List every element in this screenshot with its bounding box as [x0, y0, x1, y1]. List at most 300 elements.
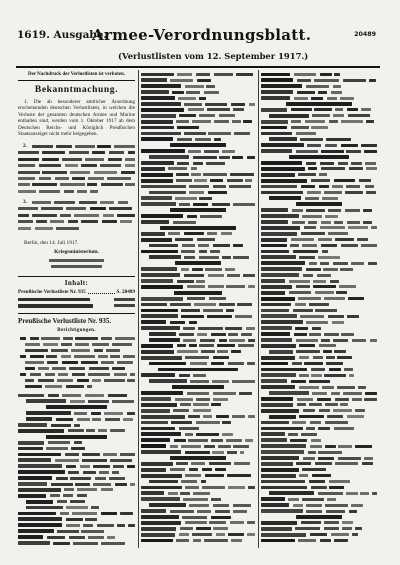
illegible-text-segment — [69, 367, 85, 370]
illegible-text-line — [261, 279, 377, 284]
illegible-text-segment — [36, 220, 46, 223]
illegible-text-segment — [325, 144, 337, 147]
illegible-text-segment — [233, 504, 251, 507]
illegible-text-line — [141, 515, 255, 520]
illegible-text-segment — [141, 214, 183, 218]
illegible-text-segment — [289, 291, 311, 294]
illegible-text-segment — [261, 344, 296, 348]
illegible-text-segment — [305, 197, 319, 200]
illegible-text-segment — [26, 399, 66, 403]
illegible-text-segment — [181, 445, 201, 448]
illegible-paragraph — [18, 144, 135, 196]
illegible-text-line — [141, 96, 255, 101]
illegible-text-line — [141, 214, 255, 219]
illegible-text-segment — [26, 417, 52, 421]
illegible-text-segment — [75, 145, 95, 148]
illegible-text-line — [261, 149, 377, 154]
illegible-text-segment — [311, 486, 327, 489]
illegible-text-segment — [18, 151, 39, 154]
illegible-text-line — [261, 338, 377, 343]
illegible-text-segment — [332, 321, 345, 324]
illegible-text-segment — [309, 333, 320, 336]
illegible-text-segment — [213, 185, 226, 188]
illegible-text-segment — [60, 214, 71, 217]
illegible-text-segment — [55, 459, 80, 462]
illegible-text-segment — [65, 164, 77, 167]
illegible-text-segment — [30, 373, 41, 376]
illegible-text-segment — [70, 400, 85, 403]
illegible-text-segment — [306, 268, 321, 271]
illegible-text-segment — [328, 315, 344, 318]
illegible-text-line — [141, 84, 255, 89]
illegible-text-segment — [141, 474, 182, 478]
illegible-text-line — [18, 393, 135, 398]
illegible-text-segment — [57, 500, 67, 503]
illegible-text-segment — [261, 438, 287, 442]
illegible-text-segment — [184, 132, 206, 135]
illegible-text-segment — [54, 201, 75, 204]
illegible-text-line — [261, 355, 377, 360]
illegible-text-segment — [228, 333, 237, 336]
illegible-text-segment — [331, 392, 340, 395]
illegible-text-segment — [212, 203, 230, 206]
illegible-text-line — [261, 467, 377, 472]
illegible-text-line — [141, 172, 255, 177]
illegible-text-segment — [141, 267, 177, 271]
illegible-text-segment — [261, 73, 290, 77]
illegible-text-segment — [86, 429, 95, 432]
illegible-text-segment — [18, 494, 46, 498]
illegible-text-segment — [261, 497, 285, 501]
illegible-text-segment — [309, 480, 326, 483]
illegible-text-segment — [299, 474, 308, 477]
illegible-text-segment — [247, 362, 255, 365]
illegible-text-segment — [261, 261, 305, 265]
illegible-text-segment — [230, 521, 244, 524]
illegible-text-segment — [352, 398, 362, 401]
illegible-text-segment — [107, 536, 114, 539]
illegible-text-segment — [209, 297, 226, 300]
illegible-text-line — [261, 379, 377, 384]
illegible-text-line — [261, 491, 377, 496]
illegible-text-segment — [293, 504, 303, 507]
illegible-text-segment — [303, 409, 316, 412]
illegible-text-segment — [199, 114, 215, 117]
illegible-text-segment — [193, 539, 201, 542]
illegible-text-segment — [310, 421, 321, 424]
illegible-text-line — [141, 220, 255, 225]
illegible-text-segment — [292, 421, 306, 424]
illegible-text-segment — [228, 533, 243, 536]
illegible-text-segment — [318, 256, 339, 259]
illegible-text-segment — [246, 327, 255, 330]
illegible-text-line — [141, 267, 255, 272]
illegible-text-segment — [141, 126, 174, 130]
illegible-text-segment — [372, 492, 377, 495]
illegible-text-segment — [170, 445, 179, 448]
illegible-text-segment — [66, 518, 83, 521]
illegible-text-line — [261, 538, 377, 543]
illegible-text-segment — [357, 238, 367, 241]
illegible-text-segment — [64, 488, 74, 491]
illegible-text-segment — [168, 492, 178, 495]
illegible-text-line — [261, 414, 377, 419]
illegible-text-line — [18, 487, 135, 492]
illegible-text-segment — [296, 515, 342, 519]
illegible-text-segment — [20, 355, 26, 359]
illegible-text-segment — [18, 441, 44, 445]
illegible-text-segment — [141, 114, 176, 118]
illegible-text-line — [18, 170, 135, 175]
illegible-text-segment — [74, 355, 95, 358]
illegible-text-segment — [313, 280, 326, 283]
illegible-text-segment — [172, 385, 224, 389]
illegible-text-line — [18, 446, 135, 451]
illegible-text-segment — [333, 114, 344, 117]
illegible-text-segment — [183, 339, 196, 342]
illegible-text-segment — [46, 435, 106, 439]
illegible-text-line — [18, 163, 135, 168]
illegible-text-segment — [296, 150, 318, 153]
illegible-text-segment — [74, 214, 99, 217]
illegible-text-segment — [187, 297, 205, 300]
illegible-text-segment — [292, 221, 305, 224]
illegible-text-segment — [335, 238, 355, 241]
illegible-text-segment — [211, 362, 224, 365]
illegible-text-segment — [56, 477, 68, 480]
illegible-text-segment — [334, 221, 343, 224]
illegible-text-segment — [193, 203, 208, 206]
illegible-text-segment — [60, 183, 85, 186]
illegible-text-segment — [62, 361, 78, 364]
illegible-text-segment — [141, 90, 169, 94]
illegible-text-segment — [18, 458, 51, 462]
illegible-text-segment — [330, 280, 340, 283]
illegible-text-line — [18, 348, 135, 353]
illegible-text-segment — [117, 524, 125, 527]
illegible-text-segment — [346, 150, 361, 153]
illegible-text-segment — [301, 185, 315, 188]
illegible-text-segment — [200, 215, 222, 218]
illegible-text-segment — [92, 418, 101, 421]
illegible-text-line — [141, 473, 255, 478]
illegible-text-segment — [306, 510, 322, 513]
illegible-text-segment — [370, 339, 377, 342]
illegible-text-segment — [173, 409, 189, 412]
illegible-text-segment — [141, 84, 181, 88]
illegible-text-segment — [108, 394, 127, 397]
illegible-text-segment — [53, 542, 70, 545]
illegible-text-line — [18, 476, 135, 481]
illegible-text-line — [141, 225, 255, 230]
illegible-text-segment — [261, 368, 307, 372]
illegible-text-line — [141, 426, 255, 431]
illegible-text-segment — [190, 380, 209, 383]
illegible-text-segment — [170, 303, 190, 306]
illegible-text-segment — [313, 356, 323, 359]
illegible-text-line — [141, 503, 255, 508]
announcement-paragraph-1: 1. Die ab besonderer amtlicher Anordnung erscheinenden deutschen Verlustlisten, in welchen die Verluste der gesamten deutschen Armee und Marine enthalten sind, werden vom 1. Oktober 1917 ab dem Deutschen Reichs- und Königlich Preußischen Staatsanzeiger nicht mehr beigegeben. — [18, 99, 135, 138]
illegible-text-segment — [57, 530, 79, 533]
illegible-text-segment — [183, 327, 195, 330]
illegible-text-segment — [32, 214, 57, 217]
illegible-text-segment — [100, 201, 114, 204]
illegible-text-segment — [308, 451, 316, 454]
illegible-text-segment — [342, 527, 352, 530]
illegible-text-segment — [319, 185, 329, 188]
illegible-text-segment — [333, 339, 348, 342]
illegible-text-segment — [41, 337, 60, 340]
illegible-text-segment — [112, 471, 119, 474]
illegible-text-line — [141, 438, 255, 443]
illegible-text-segment — [261, 533, 306, 537]
illegible-text-segment — [338, 162, 348, 165]
illegible-text-segment — [351, 162, 363, 165]
illegible-text-segment — [334, 350, 346, 353]
illegible-text-line — [141, 538, 255, 543]
illegible-text-segment — [352, 533, 359, 536]
illegible-text-line — [261, 155, 377, 160]
illegible-text-segment — [69, 151, 89, 154]
illegible-text-segment — [141, 397, 171, 401]
illegible-text-segment — [141, 309, 178, 313]
illegible-text-segment — [331, 91, 342, 94]
illegible-text-segment — [141, 202, 176, 206]
illegible-text-line — [261, 161, 377, 166]
illegible-text-segment — [332, 185, 344, 188]
illegible-text-segment — [75, 337, 97, 340]
illegible-text-segment — [170, 208, 227, 212]
illegible-text-segment — [208, 132, 230, 135]
illegible-text-segment — [298, 173, 316, 176]
illegible-text-segment — [237, 303, 252, 306]
illegible-text-segment — [130, 373, 135, 376]
illegible-text-segment — [298, 539, 316, 542]
illegible-text-segment — [63, 337, 73, 340]
illegible-text-line — [18, 342, 135, 347]
illegible-text-segment — [26, 500, 53, 504]
illegible-text-segment — [18, 476, 52, 480]
illegible-text-segment — [318, 238, 332, 241]
illegible-text-segment — [298, 297, 320, 300]
illegible-text-segment — [199, 256, 219, 259]
illegible-text-segment — [207, 232, 217, 235]
illegible-text-segment — [193, 409, 212, 412]
illegible-text-line — [141, 526, 255, 531]
illegible-text-line — [141, 78, 255, 83]
illegible-text-segment — [103, 453, 117, 456]
illegible-text-segment — [94, 171, 117, 174]
illegible-text-segment — [326, 138, 351, 141]
illegible-text-segment — [310, 533, 328, 536]
illegible-text-line — [261, 214, 377, 219]
illegible-text-segment — [295, 527, 320, 530]
illegible-text-line — [18, 517, 135, 522]
illegible-text-segment — [334, 539, 348, 542]
illegible-text-segment — [38, 367, 49, 370]
illegible-text-segment — [18, 447, 43, 451]
illegible-text-segment — [109, 477, 125, 480]
illegible-text-segment — [245, 439, 253, 442]
illegible-text-segment — [204, 539, 228, 542]
illegible-text-line — [141, 302, 255, 307]
casualty-entries-column-3 — [261, 72, 377, 548]
illegible-text-line — [261, 497, 377, 502]
illegible-text-line — [18, 384, 135, 389]
illegible-text-segment — [93, 483, 111, 486]
illegible-text-line — [141, 391, 255, 396]
illegible-text-segment — [72, 177, 85, 180]
illegible-text-segment — [18, 158, 39, 161]
illegible-text-segment — [307, 191, 322, 194]
illegible-text-segment — [141, 515, 179, 519]
illegible-text-segment — [160, 226, 236, 230]
illegible-text-segment — [141, 415, 185, 419]
illegible-text-segment — [101, 183, 123, 186]
illegible-text-segment — [46, 447, 68, 450]
illegible-text-segment — [199, 344, 214, 347]
illegible-text-line — [141, 402, 255, 407]
illegible-text-segment — [296, 202, 341, 206]
illegible-text-line — [18, 157, 135, 162]
illegible-text-segment — [30, 337, 39, 340]
casualty-entries-column-1 — [18, 393, 135, 547]
illegible-text-segment — [261, 421, 289, 425]
illegible-text-segment — [211, 516, 231, 519]
illegible-text-line — [18, 493, 135, 498]
illegible-text-segment — [121, 171, 135, 174]
illegible-text-segment — [125, 164, 135, 167]
illegible-text-line — [18, 434, 135, 439]
illegible-text-line — [18, 523, 135, 528]
announcement-paragraph-3 — [18, 200, 135, 236]
illegible-text-segment — [149, 503, 186, 507]
illegible-text-segment — [149, 338, 180, 342]
illegible-text-segment — [25, 385, 42, 388]
illegible-text-segment — [141, 486, 182, 490]
illegible-text-segment — [239, 392, 252, 395]
illegible-text-line — [261, 125, 377, 130]
illegible-text-segment — [326, 356, 334, 359]
illegible-text-segment — [321, 221, 331, 224]
illegible-text-segment — [352, 339, 367, 342]
illegible-text-segment — [261, 338, 292, 342]
illegible-text-segment — [314, 108, 331, 111]
illegible-text-segment — [60, 512, 70, 515]
illegible-text-segment — [213, 398, 228, 401]
illegible-text-line — [18, 150, 135, 155]
illegible-text-segment — [170, 468, 186, 471]
illegible-text-segment — [174, 291, 222, 295]
illegible-text-segment — [336, 291, 347, 294]
illegible-text-segment — [112, 400, 134, 403]
illegible-text-segment — [366, 167, 377, 170]
illegible-text-segment — [50, 494, 61, 497]
illegible-text-segment — [317, 398, 331, 401]
illegible-text-segment — [88, 373, 110, 376]
illegible-text-line — [261, 172, 377, 177]
column-divider — [258, 70, 259, 548]
illegible-text-line — [18, 399, 135, 404]
illegible-text-segment — [261, 539, 295, 543]
illegible-text-segment — [228, 486, 245, 489]
illegible-text-segment — [209, 462, 232, 465]
illegible-text-line — [141, 379, 255, 384]
illegible-text-segment — [25, 349, 48, 352]
newspaper-title: Armee-Verordnungsblatt. — [92, 26, 312, 44]
illegible-text-segment — [32, 201, 51, 204]
illegible-text-segment — [319, 344, 337, 347]
illegible-text-line — [261, 432, 377, 437]
illegible-text-segment — [61, 343, 71, 346]
illegible-text-segment — [321, 244, 337, 247]
illegible-text-segment — [128, 524, 135, 527]
illegible-text-segment — [114, 145, 135, 148]
illegible-text-segment — [101, 542, 125, 545]
illegible-text-line — [261, 96, 377, 101]
illegible-text-segment — [233, 203, 255, 206]
illegible-text-segment — [337, 386, 355, 389]
illegible-text-segment — [214, 73, 234, 76]
illegible-text-segment — [141, 462, 173, 466]
illegible-text-segment — [368, 262, 377, 265]
illegible-text-segment — [69, 536, 85, 539]
illegible-text-segment — [351, 262, 364, 265]
illegible-text-segment — [358, 386, 366, 389]
illegible-text-segment — [114, 373, 127, 376]
illegible-text-segment — [319, 409, 330, 412]
illegible-text-segment — [66, 385, 84, 388]
illegible-text-segment — [83, 471, 96, 474]
illegible-text-segment — [261, 362, 288, 366]
illegible-text-line — [261, 420, 377, 425]
illegible-text-line — [141, 178, 255, 183]
illegible-text-segment — [141, 391, 183, 395]
illegible-text-segment — [141, 444, 166, 448]
illegible-text-segment — [306, 85, 330, 88]
illegible-text-segment — [141, 409, 170, 413]
place-date: Berlin, den 14. Juli 1917. — [24, 240, 79, 246]
illegible-text-line — [261, 532, 377, 537]
illegible-text-segment — [306, 504, 322, 507]
illegible-text-segment — [306, 209, 325, 212]
illegible-text-segment — [26, 506, 63, 510]
illegible-paragraph — [18, 200, 135, 236]
illegible-text-segment — [211, 403, 221, 406]
illegible-text-segment — [261, 108, 287, 112]
illegible-text-line — [261, 343, 377, 348]
illegible-text-segment — [261, 432, 285, 436]
casualty-list-subheading: Berichtigungen. — [57, 328, 96, 333]
illegible-text-segment — [141, 149, 185, 153]
illegible-text-line — [261, 326, 377, 331]
illegible-text-segment — [294, 97, 308, 100]
illegible-text-segment — [141, 196, 172, 200]
illegible-text-segment — [261, 297, 295, 301]
illegible-text-line — [141, 131, 255, 136]
illegible-text-segment — [321, 339, 331, 342]
illegible-text-segment — [213, 356, 228, 359]
illegible-text-segment — [97, 145, 111, 148]
illegible-text-segment — [261, 238, 287, 242]
illegible-text-segment — [305, 120, 326, 123]
illegible-text-segment — [326, 362, 343, 365]
illegible-text-segment — [200, 339, 215, 342]
illegible-text-segment — [179, 374, 190, 377]
illegible-text-line — [261, 220, 377, 225]
illegible-text-segment — [344, 368, 353, 371]
illegible-text-segment — [213, 244, 230, 247]
